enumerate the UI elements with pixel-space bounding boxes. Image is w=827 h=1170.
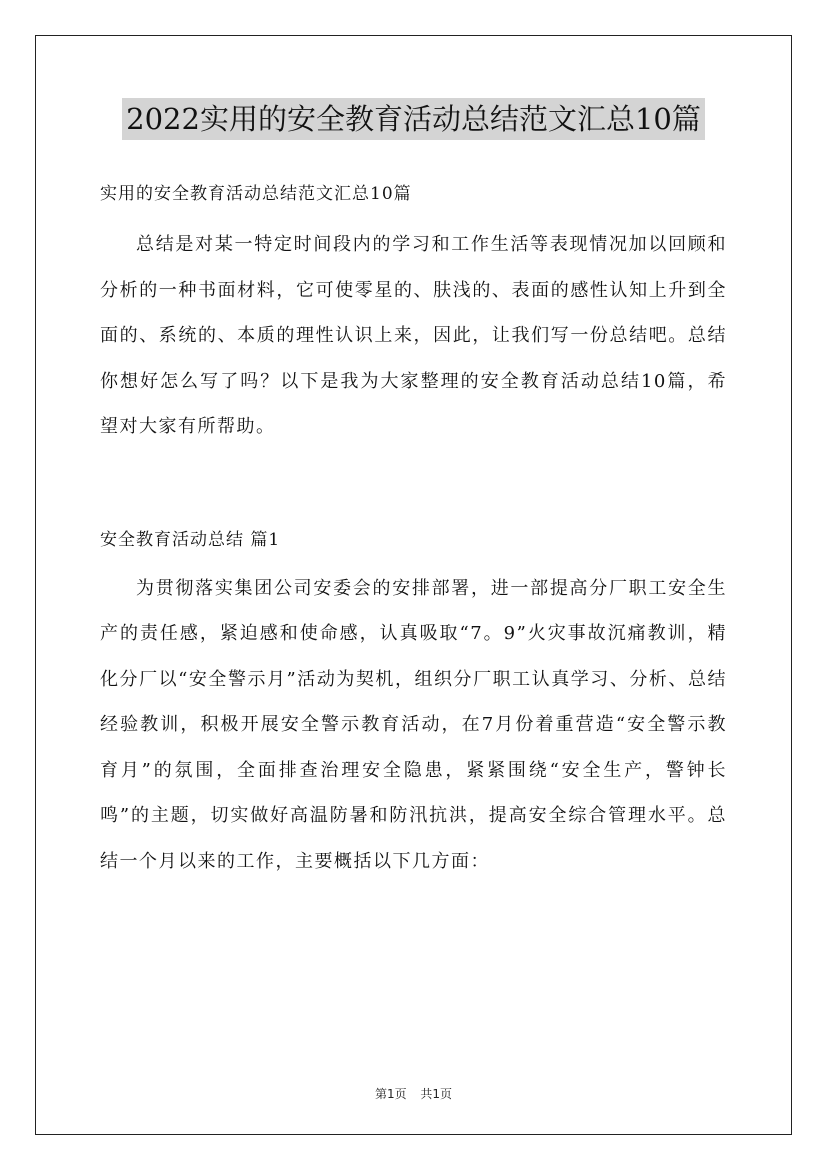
document-title: 2022实用的安全教育活动总结范文汇总10篇 bbox=[122, 98, 705, 140]
page-total: 共1页 bbox=[420, 1087, 453, 1101]
section-paragraph: 为贯彻落实集团公司安委会的安排部署，进一部提高分厂职工安全生产的责任感，紧迫感和使命感，认真吸取“7。9”火灾事故沉痛教训，精化分厂以“安全警示月”活动为契机，组织分厂职工认真学习、分析、总结经验教训，积极开展安全警示教育活动，在7月份着重营造“安全警示教育月”的氛围，全面排查治理安全隐患，紧紧围绕“安全生产，警钟长鸣”的主题，切实做好高温防暑和防汛抗洪，提高安全综合管理水平。总结一个月以来的工作，主要概括以下几方面： bbox=[100, 577, 727, 872]
intro-paragraph: 总结是对某一特定时间段内的学习和工作生活等表现情况加以回顾和分析的一种书面材料，它可使零星的、肤浅的、表面的感性认知上升到全面的、系统的、本质的理性认识上来，因此，让我们写一份总结吧。总结你想好怎么写了吗？以下是我为大家整理的安全教育活动总结10篇，希望对大家有所帮助。 bbox=[100, 234, 727, 437]
document-subtitle: 实用的安全教育活动总结范文汇总10篇 bbox=[100, 184, 412, 204]
section-heading: 安全教育活动总结 篇1 bbox=[100, 529, 281, 550]
page-number: 第1页 bbox=[374, 1087, 407, 1101]
page-footer bbox=[0, 1085, 827, 1102]
title-container bbox=[0, 98, 827, 140]
document-body bbox=[100, 173, 727, 884]
